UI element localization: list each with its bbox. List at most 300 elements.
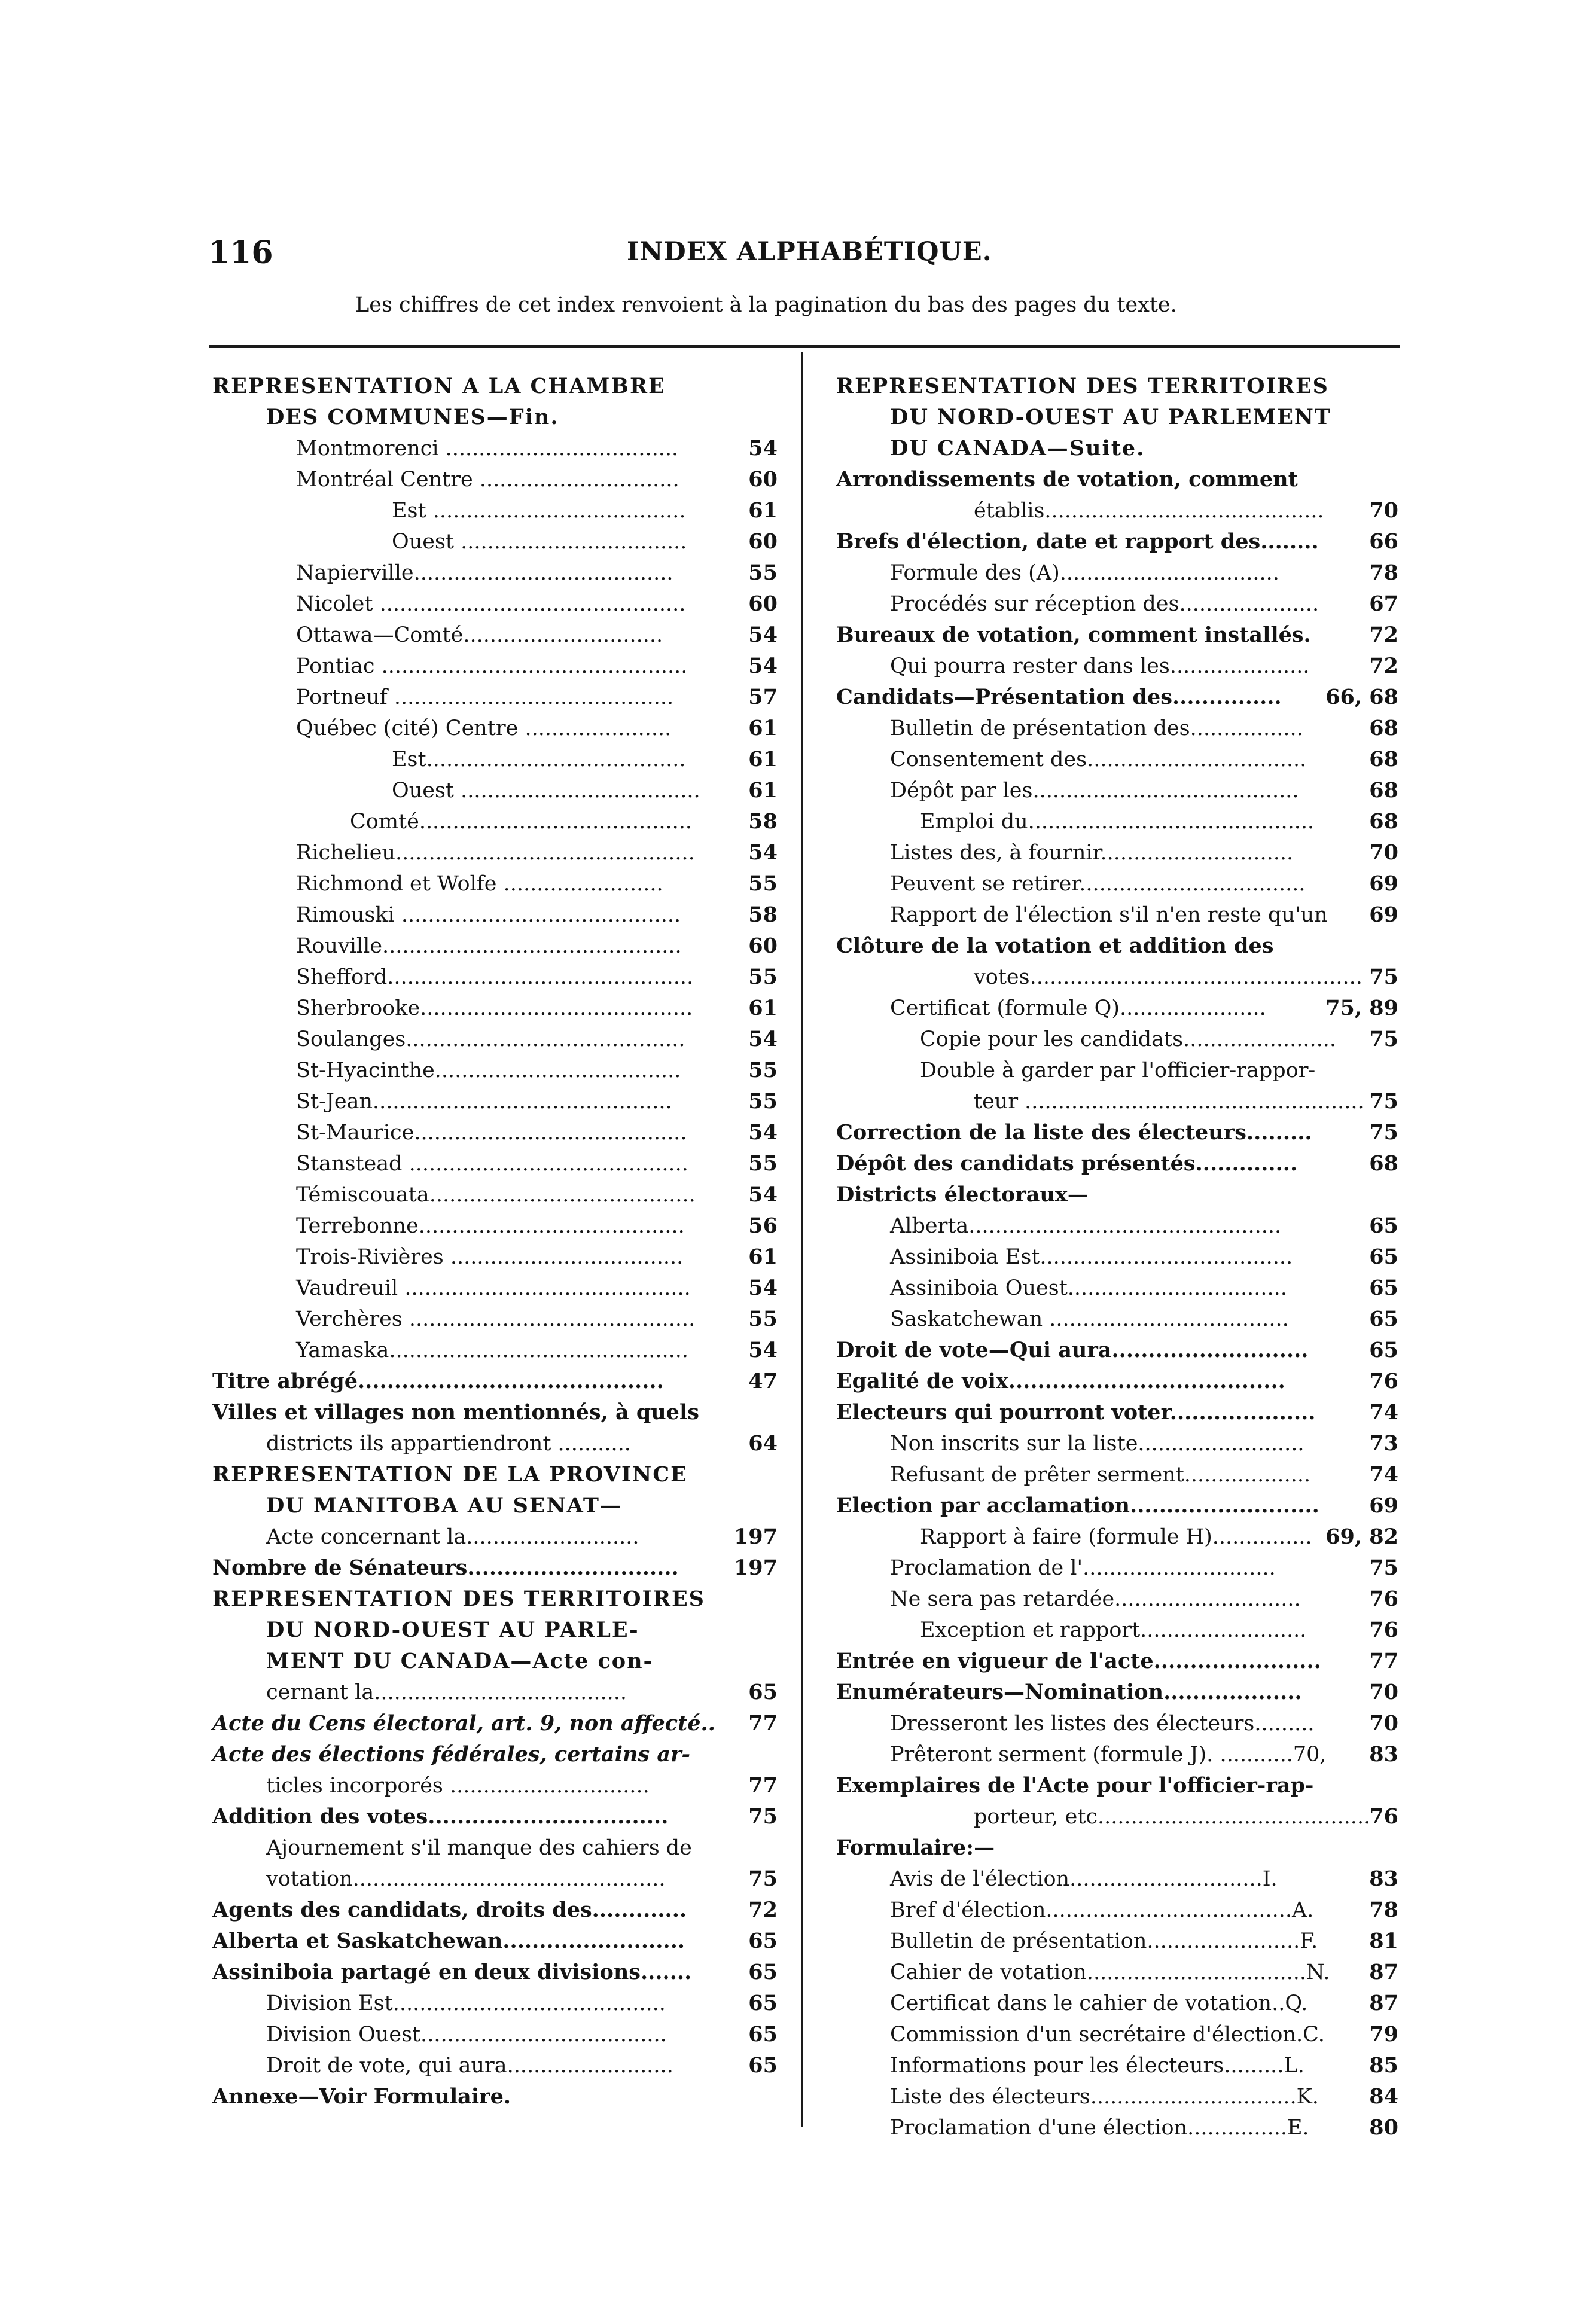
index-entry-text: Montmorenci ................................... bbox=[296, 437, 679, 460]
index-entry bbox=[212, 2050, 778, 2081]
index-entry-text: Correction de la liste des électeurs......... bbox=[836, 1120, 1312, 1145]
index-entry-text: Trois-Rivières ................................... bbox=[296, 1245, 684, 1269]
index-entry bbox=[836, 1708, 1398, 1739]
index-entry bbox=[212, 775, 778, 806]
index-entry-page: 77 bbox=[1369, 1649, 1398, 1673]
index-entry bbox=[212, 1366, 778, 1397]
index-entry bbox=[212, 1770, 778, 1801]
index-entry-text: Division Ouest..................................... bbox=[266, 2023, 667, 2047]
index-entry bbox=[836, 1615, 1398, 1646]
index-entry-text: cernant la...................................... bbox=[266, 1681, 627, 1704]
index-entry-page: 68 bbox=[1369, 747, 1398, 771]
index-entry bbox=[836, 1770, 1398, 1801]
index-entry-text: Addition des votes................................. bbox=[212, 1804, 669, 1829]
index-entry-text: Exception et rapport......................... bbox=[920, 1618, 1307, 1642]
index-entry bbox=[212, 806, 778, 837]
index-entry-page: 61 bbox=[748, 747, 778, 771]
index-entry bbox=[836, 1335, 1398, 1366]
index-entry bbox=[836, 775, 1398, 806]
index-entry-text: Copie pour les candidats....................... bbox=[920, 1027, 1336, 1051]
index-entry-page: 75 bbox=[1369, 1556, 1398, 1580]
index-entry-page: 61 bbox=[748, 1245, 778, 1269]
index-entry bbox=[212, 1397, 778, 1428]
index-entry bbox=[836, 1895, 1398, 1926]
index-entry bbox=[836, 837, 1398, 868]
index-entry-page: 55 bbox=[748, 965, 778, 989]
index-entry-page: 61 bbox=[748, 778, 778, 803]
index-entry bbox=[836, 1179, 1398, 1210]
index-entry-page: 75, 89 bbox=[1325, 996, 1398, 1020]
index-entry-page: 76 bbox=[1369, 1804, 1398, 1829]
index-entry-text: Montréal Centre .............................. bbox=[296, 468, 679, 492]
index-entry-page: 61 bbox=[748, 498, 778, 523]
index-subtitle: Les chiffres de cet index renvoient à la pagination du bas des pages du texte. bbox=[355, 293, 1177, 317]
index-entry-page: 65 bbox=[748, 1991, 778, 2015]
index-entry-text: Exemplaires de l'Acte pour l'officier-rap- bbox=[836, 1773, 1314, 1798]
index-entry bbox=[836, 433, 1398, 464]
index-entry bbox=[836, 1926, 1398, 1957]
index-entry-text: Ouest .................................... bbox=[392, 779, 700, 803]
right-index-column bbox=[836, 371, 1398, 2143]
index-entry-text: Titre abrégé.......................................... bbox=[212, 1369, 664, 1393]
index-entry bbox=[212, 931, 778, 962]
index-entry bbox=[836, 1397, 1398, 1428]
index-entry bbox=[836, 713, 1398, 744]
page-number: 116 bbox=[208, 234, 273, 271]
index-entry bbox=[836, 682, 1398, 713]
index-entry bbox=[212, 1708, 778, 1739]
index-entry bbox=[212, 1584, 778, 1615]
index-entry-text: DES COMMUNES—Fin. bbox=[266, 405, 559, 429]
index-entry bbox=[836, 1957, 1398, 1988]
index-entry-page: 65 bbox=[748, 2053, 778, 2078]
index-entry-text: Peuvent se retirer.................................. bbox=[890, 872, 1306, 896]
index-entry bbox=[212, 713, 778, 744]
index-entry-page: 60 bbox=[748, 467, 778, 492]
index-entry-page: 75 bbox=[1369, 965, 1398, 989]
index-entry bbox=[212, 1988, 778, 2019]
index-entry-page: 72 bbox=[1369, 623, 1398, 647]
index-entry bbox=[836, 962, 1398, 993]
index-entry bbox=[836, 464, 1398, 495]
index-entry-text: Vaudreuil ........................................... bbox=[296, 1276, 691, 1300]
index-entry-page: 75 bbox=[1369, 1027, 1398, 1051]
index-entry-text: Alberta............................................... bbox=[890, 1214, 1282, 1238]
index-entry-text: St-Jean............................................. bbox=[296, 1090, 672, 1114]
index-entry-text: Bulletin de présentation des................. bbox=[890, 716, 1303, 740]
index-entry-text: DU NORD-OUEST AU PARLEMENT bbox=[890, 405, 1331, 429]
index-entry bbox=[836, 1117, 1398, 1148]
index-entry-text: Acte des élections fédérales, certains ar- bbox=[212, 1742, 690, 1767]
index-entry-page: 54 bbox=[748, 1120, 778, 1145]
index-entry-text: Bulletin de présentation.......................F. bbox=[890, 1929, 1318, 1953]
index-entry-text: Est....................................... bbox=[392, 748, 686, 771]
index-entry-text: DU MANITOBA AU SENAT— bbox=[266, 1493, 622, 1518]
index-entry-page: 76 bbox=[1369, 1587, 1398, 1611]
index-entry-page: 54 bbox=[748, 623, 778, 647]
index-entry-text: Témiscouata........................................ bbox=[296, 1183, 696, 1207]
left-index-column bbox=[212, 371, 778, 2112]
index-entry bbox=[836, 993, 1398, 1024]
index-entry bbox=[836, 1210, 1398, 1242]
index-entry-text: porteur, etc......................................... bbox=[974, 1805, 1371, 1829]
index-entry bbox=[212, 651, 778, 682]
index-entry-text: Certificat dans le cahier de votation..Q. bbox=[890, 1991, 1308, 2015]
index-entry-page: 69 bbox=[1369, 902, 1398, 927]
index-entry bbox=[836, 806, 1398, 837]
index-entry-text: Bureaux de votation, comment installés. bbox=[836, 623, 1311, 647]
index-entry-page: 197 bbox=[733, 1524, 778, 1549]
index-entry bbox=[836, 1428, 1398, 1459]
index-entry-text: Yamaska............................................. bbox=[296, 1338, 688, 1362]
index-entry-page: 73 bbox=[1369, 1431, 1398, 1456]
index-entry bbox=[212, 1428, 778, 1459]
index-entry-page: 78 bbox=[1369, 1898, 1398, 1922]
index-entry-text: Est ...................................... bbox=[392, 499, 686, 523]
index-entry-text: Verchères ........................................... bbox=[296, 1307, 696, 1331]
index-entry bbox=[212, 1210, 778, 1242]
index-entry-text: REPRESENTATION A LA CHAMBRE bbox=[212, 374, 666, 398]
index-entry bbox=[212, 1615, 778, 1646]
index-entry bbox=[212, 433, 778, 464]
index-entry bbox=[212, 1553, 778, 1584]
index-entry bbox=[836, 1086, 1398, 1117]
index-entry-page: 54 bbox=[748, 436, 778, 460]
index-entry-page: 77 bbox=[748, 1773, 778, 1798]
index-entry-text: Québec (cité) Centre ...................... bbox=[296, 716, 672, 740]
index-entry-page: 54 bbox=[748, 1182, 778, 1207]
index-entry-text: Emploi du........................................... bbox=[920, 810, 1315, 834]
index-entry-page: 65 bbox=[1369, 1307, 1398, 1331]
index-entry-page: 69, 82 bbox=[1325, 1524, 1398, 1549]
index-entry-text: Refusant de prêter serment................... bbox=[890, 1463, 1311, 1487]
index-entry-page: 67 bbox=[1369, 591, 1398, 616]
index-entry-page: 66 bbox=[1369, 529, 1398, 554]
index-entry-text: Droit de vote—Qui aura........................... bbox=[836, 1338, 1309, 1362]
index-entry-page: 55 bbox=[748, 560, 778, 585]
index-entry-text: Alberta et Saskatchewan......................... bbox=[212, 1929, 685, 1953]
index-entry-page: 87 bbox=[1369, 1960, 1398, 1984]
index-entry bbox=[836, 2081, 1398, 2112]
index-entry bbox=[836, 557, 1398, 588]
index-entry-page: 65 bbox=[748, 1680, 778, 1704]
index-entry-text: Consentement des................................. bbox=[890, 748, 1307, 771]
index-entry-text: Villes et villages non mentionnés, à quels bbox=[212, 1400, 700, 1425]
index-entry-page: 75 bbox=[748, 1804, 778, 1829]
index-entry bbox=[212, 620, 778, 651]
index-entry bbox=[212, 1086, 778, 1117]
index-entry bbox=[836, 868, 1398, 899]
index-entry bbox=[212, 962, 778, 993]
index-entry bbox=[212, 1490, 778, 1521]
index-entry-text: Formulaire:— bbox=[836, 1835, 995, 1860]
index-entry-text: Acte du Cens électoral, art. 9, non affecté.. bbox=[212, 1711, 715, 1736]
index-entry-text: Assiniboia Ouest................................. bbox=[890, 1276, 1287, 1300]
index-entry-page: 61 bbox=[748, 716, 778, 740]
index-entry-text: Liste des électeurs...............................K. bbox=[890, 2085, 1319, 2109]
index-entry-page: 83 bbox=[1369, 1742, 1398, 1767]
index-entry-page: 65 bbox=[1369, 1338, 1398, 1362]
index-entry-page: 54 bbox=[748, 840, 778, 865]
index-entry-text: Ne sera pas retardée............................ bbox=[890, 1587, 1301, 1611]
index-entry-text: Nicolet .............................................. bbox=[296, 592, 686, 616]
index-entry-page: 83 bbox=[1369, 1866, 1398, 1891]
index-entry-page: 55 bbox=[748, 1307, 778, 1331]
index-entry bbox=[212, 1024, 778, 1055]
index-entry bbox=[836, 744, 1398, 775]
index-entry-text: Ottawa—Comté.............................. bbox=[296, 623, 663, 647]
index-entry-text: Comté......................................... bbox=[350, 810, 692, 834]
index-entry bbox=[212, 899, 778, 931]
index-entry-page: 60 bbox=[748, 934, 778, 958]
index-entry-text: Shefford.............................................. bbox=[296, 965, 694, 989]
index-entry-text: Stanstead .......................................... bbox=[296, 1152, 688, 1176]
index-entry bbox=[212, 1117, 778, 1148]
index-entry-page: 70 bbox=[1369, 1711, 1398, 1736]
index-entry bbox=[212, 588, 778, 620]
index-entry-text: Pontiac .............................................. bbox=[296, 654, 688, 678]
index-entry bbox=[836, 1055, 1398, 1086]
index-entry-page: 55 bbox=[748, 1058, 778, 1082]
index-entry bbox=[836, 1490, 1398, 1521]
index-entry-text: votation............................................... bbox=[266, 1867, 666, 1891]
index-entry-page: 74 bbox=[1369, 1400, 1398, 1425]
index-entry-page: 80 bbox=[1369, 2115, 1398, 2140]
index-entry-page: 70 bbox=[1369, 498, 1398, 523]
index-entry bbox=[212, 1521, 778, 1553]
index-entry-text: votes.................................................. bbox=[974, 965, 1363, 989]
index-entry-text: MENT DU CANADA—Acte con- bbox=[266, 1649, 654, 1673]
index-entry-text: Procédés sur réception des..................... bbox=[890, 592, 1319, 616]
index-entry bbox=[836, 1553, 1398, 1584]
index-entry-text: Sherbrooke......................................... bbox=[296, 996, 693, 1020]
index-entry-text: Saskatchewan .................................... bbox=[890, 1307, 1289, 1331]
index-entry-text: Rapport de l'élection s'il n'en reste qu'un bbox=[890, 903, 1328, 927]
index-entry bbox=[212, 1646, 778, 1677]
index-entry bbox=[212, 744, 778, 775]
index-entry bbox=[836, 1242, 1398, 1273]
index-entry-text: Certificat (formule Q)...................... bbox=[890, 996, 1266, 1020]
index-entry bbox=[836, 1864, 1398, 1895]
index-entry bbox=[212, 837, 778, 868]
index-entry-page: 54 bbox=[748, 654, 778, 678]
index-entry-text: Double à garder par l'officier-rappor- bbox=[920, 1059, 1316, 1082]
index-entry-page: 57 bbox=[748, 685, 778, 709]
index-entry bbox=[212, 1957, 778, 1988]
index-entry bbox=[836, 1148, 1398, 1179]
index-entry bbox=[212, 1739, 778, 1770]
index-entry-page: 56 bbox=[748, 1213, 778, 1238]
index-entry-page: 75 bbox=[748, 1866, 778, 1891]
index-entry-text: ticles incorporés .............................. bbox=[266, 1774, 650, 1798]
index-entry bbox=[836, 588, 1398, 620]
index-entry bbox=[836, 620, 1398, 651]
index-entry bbox=[836, 1024, 1398, 1055]
index-entry-page: 68 bbox=[1369, 809, 1398, 834]
index-entry bbox=[212, 371, 778, 402]
index-entry-text: REPRESENTATION DE LA PROVINCE bbox=[212, 1462, 688, 1487]
index-entry-text: Assiniboia partagé en deux divisions....... bbox=[212, 1960, 692, 1984]
index-entry-text: Enumérateurs—Nomination................... bbox=[836, 1680, 1302, 1704]
index-entry-page: 65 bbox=[1369, 1276, 1398, 1300]
index-entry bbox=[212, 1459, 778, 1490]
index-entry-text: REPRESENTATION DES TERRITOIRES bbox=[836, 374, 1329, 398]
index-entry bbox=[212, 464, 778, 495]
index-entry-page: 69 bbox=[1369, 1493, 1398, 1518]
index-entry-page: 68 bbox=[1369, 716, 1398, 740]
index-entry-text: Commission d'un secrétaire d'élection.C. bbox=[890, 2023, 1325, 2047]
index-entry bbox=[212, 2019, 778, 2050]
index-entry-page: 54 bbox=[748, 1338, 778, 1362]
index-entry-text: Bref d'élection.....................................A. bbox=[890, 1898, 1314, 1922]
index-entry-page: 55 bbox=[748, 1089, 778, 1114]
index-entry-text: Assiniboia Est...................................... bbox=[890, 1245, 1293, 1269]
index-entry bbox=[836, 1739, 1398, 1770]
index-entry bbox=[212, 1677, 778, 1708]
index-entry bbox=[836, 651, 1398, 682]
index-entry bbox=[836, 1521, 1398, 1553]
index-entry bbox=[212, 495, 778, 526]
index-entry-text: Portneuf .......................................... bbox=[296, 685, 674, 709]
index-entry bbox=[836, 1459, 1398, 1490]
index-entry-text: Soulanges.......................................... bbox=[296, 1027, 685, 1051]
index-entry-text: Clôture de la votation et addition des bbox=[836, 934, 1274, 958]
index-entry-page: 68 bbox=[1369, 778, 1398, 803]
index-entry-text: Ajournement s'il manque des cahiers de bbox=[266, 1836, 692, 1860]
index-entry bbox=[212, 1832, 778, 1864]
index-entry-text: DU CANADA—Suite. bbox=[890, 436, 1145, 460]
index-entry bbox=[836, 371, 1398, 402]
index-entry-text: Electeurs qui pourront voter.................... bbox=[836, 1400, 1316, 1425]
index-entry-page: 72 bbox=[1369, 654, 1398, 678]
index-entry-page: 54 bbox=[748, 1276, 778, 1300]
index-entry-text: Terrebonne........................................ bbox=[296, 1214, 685, 1238]
index-entry-page: 72 bbox=[748, 1898, 778, 1922]
index-entry-text: Ouest .................................. bbox=[392, 530, 687, 554]
index-entry-text: Candidats—Présentation des............... bbox=[836, 685, 1282, 709]
index-entry-page: 78 bbox=[1369, 560, 1398, 585]
index-entry-text: Nombre de Sénateurs............................. bbox=[212, 1556, 679, 1580]
index-entry bbox=[212, 1304, 778, 1335]
index-entry bbox=[836, 899, 1398, 931]
index-entry bbox=[836, 1832, 1398, 1864]
index-entry-text: districts ils appartiendront ........... bbox=[266, 1432, 631, 1456]
index-entry bbox=[212, 526, 778, 557]
index-entry-text: Division Est......................................... bbox=[266, 1991, 666, 2015]
index-entry-text: Entrée en vigueur de l'acte....................... bbox=[836, 1649, 1321, 1673]
index-entry-text: Proclamation de l'............................. bbox=[890, 1556, 1276, 1580]
index-entry bbox=[212, 557, 778, 588]
index-entry-page: 60 bbox=[748, 591, 778, 616]
index-entry-text: Rouville............................................. bbox=[296, 934, 682, 958]
index-entry bbox=[836, 1366, 1398, 1397]
index-entry bbox=[212, 1926, 778, 1957]
index-entry bbox=[836, 1304, 1398, 1335]
index-entry-text: Election par acclamation.......................... bbox=[836, 1493, 1319, 1518]
running-title: INDEX ALPHABÉTIQUE. bbox=[627, 237, 992, 267]
index-entry-text: St-Maurice......................................... bbox=[296, 1121, 687, 1145]
index-entry-text: Informations pour les électeurs.........L. bbox=[890, 2054, 1304, 2078]
index-entry-page: 197 bbox=[733, 1556, 778, 1580]
index-entry-text: DU NORD-OUEST AU PARLE- bbox=[266, 1618, 639, 1642]
index-entry-text: Richmond et Wolfe ........................ bbox=[296, 872, 663, 896]
index-entry-page: 81 bbox=[1369, 1929, 1398, 1953]
index-entry bbox=[836, 2019, 1398, 2050]
index-entry bbox=[212, 993, 778, 1024]
index-entry-text: Agents des candidats, droits des............. bbox=[212, 1898, 687, 1922]
index-entry bbox=[212, 1179, 778, 1210]
index-entry-page: 79 bbox=[1369, 2022, 1398, 2047]
index-entry bbox=[836, 1273, 1398, 1304]
index-entry bbox=[836, 402, 1398, 433]
index-entry bbox=[836, 1646, 1398, 1677]
index-entry-text: Egalité de voix...................................... bbox=[836, 1369, 1285, 1393]
index-entry-text: St-Hyacinthe..................................... bbox=[296, 1059, 681, 1082]
index-entry-page: 76 bbox=[1369, 1618, 1398, 1642]
index-entry bbox=[212, 1148, 778, 1179]
index-entry bbox=[212, 1801, 778, 1832]
index-entry bbox=[836, 1801, 1398, 1832]
index-entry-text: Arrondissements de votation, comment bbox=[836, 467, 1298, 492]
index-entry-page: 70 bbox=[1369, 840, 1398, 865]
index-entry bbox=[212, 1055, 778, 1086]
index-entry-page: 64 bbox=[748, 1431, 778, 1456]
index-entry-text: teur ................................................... bbox=[974, 1090, 1364, 1114]
index-entry bbox=[212, 682, 778, 713]
index-entry-text: Rapport à faire (formule H)............... bbox=[920, 1525, 1312, 1549]
index-entry-page: 61 bbox=[748, 996, 778, 1020]
index-entry-page: 77 bbox=[748, 1711, 778, 1736]
index-entry bbox=[836, 1677, 1398, 1708]
index-entry-page: 54 bbox=[748, 1027, 778, 1051]
index-entry bbox=[836, 1584, 1398, 1615]
index-entry-page: 66, 68 bbox=[1325, 685, 1398, 709]
index-entry bbox=[212, 1864, 778, 1895]
index-entry-page: 55 bbox=[748, 1151, 778, 1176]
index-entry-page: 74 bbox=[1369, 1462, 1398, 1487]
index-entry bbox=[212, 868, 778, 899]
index-entry bbox=[836, 2112, 1398, 2143]
index-entry-text: Non inscrits sur la liste......................... bbox=[890, 1432, 1304, 1456]
index-entry bbox=[212, 402, 778, 433]
index-entry-page: 76 bbox=[1369, 1369, 1398, 1393]
index-entry-text: Napierville....................................... bbox=[296, 561, 673, 585]
index-entry-page: 65 bbox=[748, 1929, 778, 1953]
index-entry bbox=[212, 1335, 778, 1366]
index-entry-page: 65 bbox=[748, 1960, 778, 1984]
index-entry bbox=[212, 1242, 778, 1273]
index-entry-page: 58 bbox=[748, 809, 778, 834]
index-entry bbox=[212, 1273, 778, 1304]
index-entry-page: 65 bbox=[1369, 1213, 1398, 1238]
index-entry-page: 65 bbox=[1369, 1245, 1398, 1269]
index-entry-text: Droit de vote, qui aura......................... bbox=[266, 2054, 673, 2078]
index-entry-text: établis.......................................... bbox=[974, 499, 1324, 523]
index-entry-text: Cahier de votation.................................N. bbox=[890, 1960, 1330, 1984]
index-entry-page: 68 bbox=[1369, 1151, 1398, 1176]
index-entry-text: Qui pourra rester dans les..................... bbox=[890, 654, 1310, 678]
index-entry-page: 47 bbox=[748, 1369, 778, 1393]
index-entry-text: REPRESENTATION DES TERRITOIRES bbox=[212, 1587, 705, 1611]
index-entry-page: 87 bbox=[1369, 1991, 1398, 2015]
index-entry bbox=[836, 495, 1398, 526]
index-entry bbox=[836, 1988, 1398, 2019]
index-entry-page: 58 bbox=[748, 902, 778, 927]
index-entry-text: Formule des (A)................................. bbox=[890, 561, 1279, 585]
index-entry-page: 75 bbox=[1369, 1089, 1398, 1114]
index-entry-text: Annexe—Voir Formulaire. bbox=[212, 2084, 511, 2109]
index-entry-text: Proclamation d'une élection...............E. bbox=[890, 2116, 1309, 2140]
